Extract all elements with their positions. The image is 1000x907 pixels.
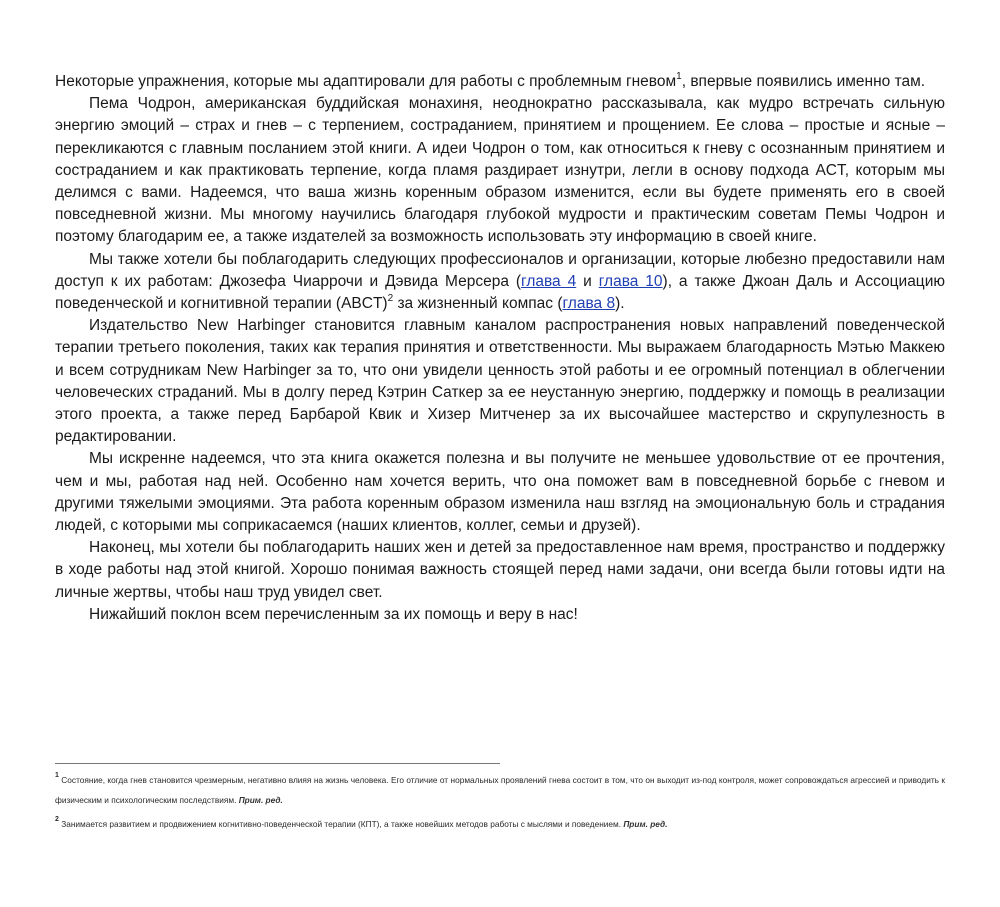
paragraph-3-text-1: Мы также хотели бы поблагодарить следующих профессионалов и организации, которые любезно предоставили нам доступ к их работам: Джозефа Чиаррочи и Дэвида Мерсера ( bbox=[55, 250, 945, 290]
footnote-1-text: Состояние, когда гнев становится чрезмерным, негативно влияя на жизнь человека. Его отличие от нормальных проявлений гнева состоит в том, что он выходит из-под контроля, может сопровождаться агрессией и приводить к физическим и психологическим последствиям. bbox=[55, 775, 945, 805]
paragraph-3-text-2: и bbox=[576, 272, 599, 290]
paragraph-6: Наконец, мы хотели бы поблагодарить наших жен и детей за предоставленное нам время, пространство и поддержку в ходе работы над этой книгой. Хорошо понимая важность стоящей перед нами задачи, они всегда были готовы идти на личные жертвы, чтобы наш труд увидел свет. bbox=[55, 539, 945, 601]
footnote-1-number: 1 bbox=[55, 772, 59, 780]
footnote-ref-1[interactable]: 1 bbox=[676, 70, 682, 82]
paragraph-1-text-start: Некоторые упражнения, которые мы адаптировали для работы с проблемным гневом bbox=[55, 73, 677, 90]
paragraph-5: Мы искренне надеемся, что эта книга окажется полезна и вы получите не меньшее удовольствие от ее прочтения, чем и мы, работая над ней. Особенно нам хочется верить, что она поможет вам в повседневной борьбе с гневом и другими тяжелыми эмоциями. Эта работа коренным образом изменила наш взгляд на эмоциональную боль и страдания людей, с которыми мы соприкасаемся (наших клиентов, коллег, семьи и друзей). bbox=[55, 450, 945, 535]
paragraph-7: Нижайший поклон всем перечисленным за их помощь и веру в нас! bbox=[89, 605, 578, 623]
paragraph-3-text-4: за жизненный компас ( bbox=[393, 295, 563, 313]
paragraph-2: Пема Чодрон, американская буддийская монахиня, неоднократно рассказывала, как мудро встречать сильную энергию эмоций – страх и гнев – с терпением, состраданием, принятием и прощением. Ее слова – простые и ясные – перекликаются с главным посланием этой книги. А идеи Чодрон о том, как относиться к гневу с осознанным принятием и состраданием и как практиковать терпение, когда пламя раздирает изнутри, легли в основу подхода ACT, которым мы делимся с вами. Надеемся, что ваша жизнь коренным образом изменится, если вы будете применять его в своей повседневной жизни. Мы многому научились благодаря глубокой мудрости и практическим советам Пемы Чодрон и поэтому благодарим ее, а также издателей за возможность использовать эту информацию в своей книге. bbox=[55, 95, 945, 246]
footnote-2-number: 2 bbox=[55, 816, 59, 824]
paragraph-3 bbox=[55, 249, 945, 316]
chapter-8-link[interactable]: глава 8 bbox=[562, 295, 616, 313]
footnote-1-editor-note: Прим. ред. bbox=[238, 795, 283, 805]
paragraph-3-text-3: ), а также Джоан Даль и Ассоциацию поведенческой и когнитивной терапии (ABCT) bbox=[55, 272, 945, 313]
paragraph-3-text-5: ). bbox=[615, 295, 625, 313]
footnote-1 bbox=[55, 770, 945, 810]
paragraph-1 bbox=[55, 71, 945, 93]
chapter-10-link[interactable]: глава 10 bbox=[598, 272, 663, 290]
footnote-2-editor-note: Прим. ред. bbox=[623, 819, 668, 829]
book-page-body bbox=[55, 71, 945, 626]
paragraph-1-text-end: , впервые появились именно там. bbox=[681, 73, 926, 90]
chapter-4-link[interactable]: глава 4 bbox=[521, 272, 577, 290]
footnote-2 bbox=[55, 814, 945, 834]
footnote-ref-2[interactable]: 2 bbox=[387, 292, 394, 304]
paragraph-4: Издательство New Harbinger становится главным каналом распространения новых направлений поведенческой терапии третьего поколения, таких как терапия принятия и ответственности. Мы выражаем благодарность Мэтью Маккею и всем сотрудникам New Harbinger за то, что они увидели ценность этой работы и ее огромный потенциал в облегчении человеческих страданий. Мы в долгу перед Кэтрин Саткер за ее неустанную энергию, поддержку и помощь в реализации этого проекта, а также перед Барбарой Квик и Хизер Митченер за их высочайшее мастерство и скрупулезность в редактировании. bbox=[55, 317, 945, 446]
footnotes-section bbox=[55, 770, 945, 838]
footnote-2-text: Занимается развитием и продвижением когнитивно-поведенческой терапии (КПТ), а также новейших методов работы с мыслями и поведением. bbox=[58, 819, 624, 829]
footnote-divider bbox=[55, 763, 500, 764]
